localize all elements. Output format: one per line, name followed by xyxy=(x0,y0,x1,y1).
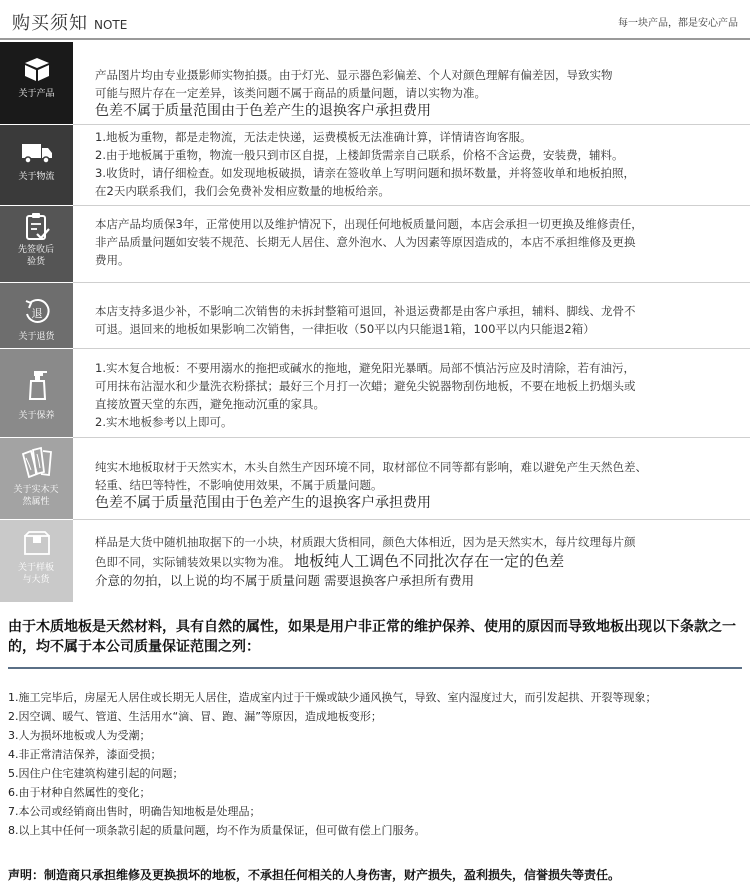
box-icon xyxy=(22,56,52,82)
text-line: 2.由于地板属于重物，物流一般只到市区自提，上楼卸货需亲自己联系，价格不含运费，安装费，辅料。 xyxy=(95,148,624,162)
title-en: NOTE xyxy=(94,18,128,32)
section-icon-box xyxy=(0,349,73,437)
wood-planks-icon xyxy=(20,446,54,478)
liability-statement: 声明：制造商只承担维修及更换损坏的地板，不承担任何相关的人身伤害，财产损失，盈利损失，信誉损失等责任。 xyxy=(8,868,621,882)
color-difference-note: 地板纯人工调色不同批次存在一定的色差 xyxy=(294,552,565,570)
section-label: 关于退货 xyxy=(18,332,55,342)
title-cn: 购买须知 xyxy=(12,13,88,34)
section-sign-inspect xyxy=(0,206,750,282)
exclusion-clauses xyxy=(8,688,742,840)
warranty-exclusion-notice: 由于木质地板是天然材料，具有自然的属性，如果是用户非正常的维护保养、使用的原因而导致地板出现以下条款之一的，均不属于本公司质量保证范围之列： xyxy=(8,619,736,655)
text-line: 非产品质量问题如安装不规范、长期无人居住、意外泡水、人为因素等原因造成的，本店不承担维修及更换 xyxy=(95,235,636,249)
truck-icon xyxy=(20,141,54,165)
spray-bottle-icon xyxy=(26,369,48,401)
header-divider xyxy=(0,38,750,40)
text-line: 本店支持多退少补，不影响二次销售的未拆封整箱可退回，补退运费都是由客户承担，辅料、脚线、龙骨不 xyxy=(95,304,636,318)
list-item: 2.因空调、暖气、管道、生活用水“滴、冒、跑、漏”等原因，造成地板变形； xyxy=(8,710,382,723)
list-item: 1.施工完毕后，房屋无人居住或长期无人居住，造成室内过于干燥或缺少通风换气，导致、室内湿度过大，而引发起拱、开裂等现象； xyxy=(8,691,657,704)
color-disclaimer: 色差不属于质量范围由于色差产生的退换客户承担费用 xyxy=(95,103,431,119)
text-line: 费用。 xyxy=(95,253,130,267)
text-line: 可用抹布沾湿水和少量洗衣粉搽拭；最好三个月打一次蜡；避免尖锐器物刮伤地板，不要在地板上扔烟头或 xyxy=(95,379,636,393)
section-product xyxy=(0,42,750,124)
section-icon-box xyxy=(0,42,73,124)
return-icon xyxy=(23,298,51,326)
return-icon-glyph: 退 xyxy=(31,307,42,320)
notice-divider xyxy=(8,667,742,669)
section-label: 先签收后验货 xyxy=(18,245,55,267)
sample-disclaimer: 介意的勿拍，以上说的均不属于质量问题 需要退换客户承担所有费用 xyxy=(95,573,474,588)
section-sample xyxy=(0,520,750,602)
list-item: 3.人为损坏地板或人为受潮； xyxy=(8,729,151,742)
text-line: 2.实木地板参考以上即可。 xyxy=(95,415,233,429)
section-text xyxy=(95,215,738,269)
page-title xyxy=(12,9,127,35)
text-line: 3.收货时，请仔细检查。如发现地板破损，请亲在签收单上写明问题和损坏数量，并将签收单和地板拍照， xyxy=(95,166,635,180)
section-label: 关于保养 xyxy=(18,411,55,421)
section-text xyxy=(95,359,738,431)
text-line: 可能与照片存在一定差异，该类问题不属于商品的质量问题，请以实物为准。 xyxy=(95,86,486,100)
page-header xyxy=(0,0,750,40)
section-text xyxy=(95,66,738,121)
section-maintenance xyxy=(0,349,750,437)
list-item: 4.非正常清洁保养，漆面受损； xyxy=(8,748,162,761)
text-line: 1.地板为重物，都是走物流，无法走快递，运费模板无法准确计算，详情请咨询客服。 xyxy=(95,130,532,144)
text-line-part: 色即不同，实际铺装效果以实物为准。 xyxy=(95,555,291,569)
text-line: 产品图片均由专业摄影师实物拍摄。由于灯光、显示器色彩偏差、个人对颜色理解有偏差因，导致实物 xyxy=(95,68,613,82)
section-text xyxy=(95,302,738,338)
list-item: 5.因住户住宅建筑构建引起的问题； xyxy=(8,767,184,780)
section-icon-box xyxy=(0,206,73,282)
clipboard-check-icon xyxy=(24,212,50,242)
list-item: 6.由于材种自然属性的变化； xyxy=(8,786,151,799)
section-icon-box xyxy=(0,520,73,602)
section-icon-box xyxy=(0,438,73,519)
section-text xyxy=(95,533,738,591)
text-line: 在2天内联系我们，我们会免费补发相应数量的地板给亲。 xyxy=(95,184,390,198)
section-icon-box xyxy=(0,125,73,205)
text-line: 1.实木复合地板：不要用溺水的拖把或碱水的拖地，避免阳光暴晒。局部不慎沾污应及时清除，若有油污， xyxy=(95,361,635,375)
section-label: 关于产品 xyxy=(18,89,55,99)
section-icon-box xyxy=(0,283,73,348)
section-label: 关于样板与大货 xyxy=(17,563,54,585)
section-logistics xyxy=(0,125,750,205)
header-slogan: 每一块产品，都是安心产品 xyxy=(618,18,738,29)
list-item: 7.本公司或经销商出售时，明确告知地板是处理品； xyxy=(8,805,261,818)
color-disclaimer: 色差不属于质量范围由于色差产生的退换客户承担费用 xyxy=(95,495,431,511)
text-line xyxy=(95,551,738,571)
section-text xyxy=(95,128,738,200)
section-natural-wood xyxy=(0,438,750,519)
section-label: 关于物流 xyxy=(18,172,55,182)
sample-box-icon xyxy=(22,530,52,556)
section-label: 关于实木天然属性 xyxy=(13,485,59,507)
list-item: 8.以上其中任何一项条款引起的质量问题，均不作为质量保证，但可做有偿上门服务。 xyxy=(8,824,426,837)
text-line: 纯实木地板取材于天然实木，木头自然生产因环境不同，取材部位不同等都有影响，难以避免产生天然色差、 xyxy=(95,460,647,474)
section-returns xyxy=(0,283,750,348)
text-line: 样品是大货中随机抽取据下的一小块，材质跟大货相同，颜色大体相近，因为是天然实木，每片纹理每片颜 xyxy=(95,535,636,549)
section-text xyxy=(95,458,738,513)
text-line: 本店产品均质保3年，正常使用以及维护情况下，出现任何地板质量问题，本店会承担一切更换及维修责任， xyxy=(95,217,643,231)
text-line: 直接放置天堂的东西，避免拖动沉重的家具。 xyxy=(95,397,325,411)
text-line: 轻重、结巴等特性，不影响使用效果，不属于质量问题。 xyxy=(95,478,383,492)
text-line: 可退。退回来的地板如果影响二次销售，一律拒收（50平以内只能退1箱，100平以内只能退2箱） xyxy=(95,322,595,336)
